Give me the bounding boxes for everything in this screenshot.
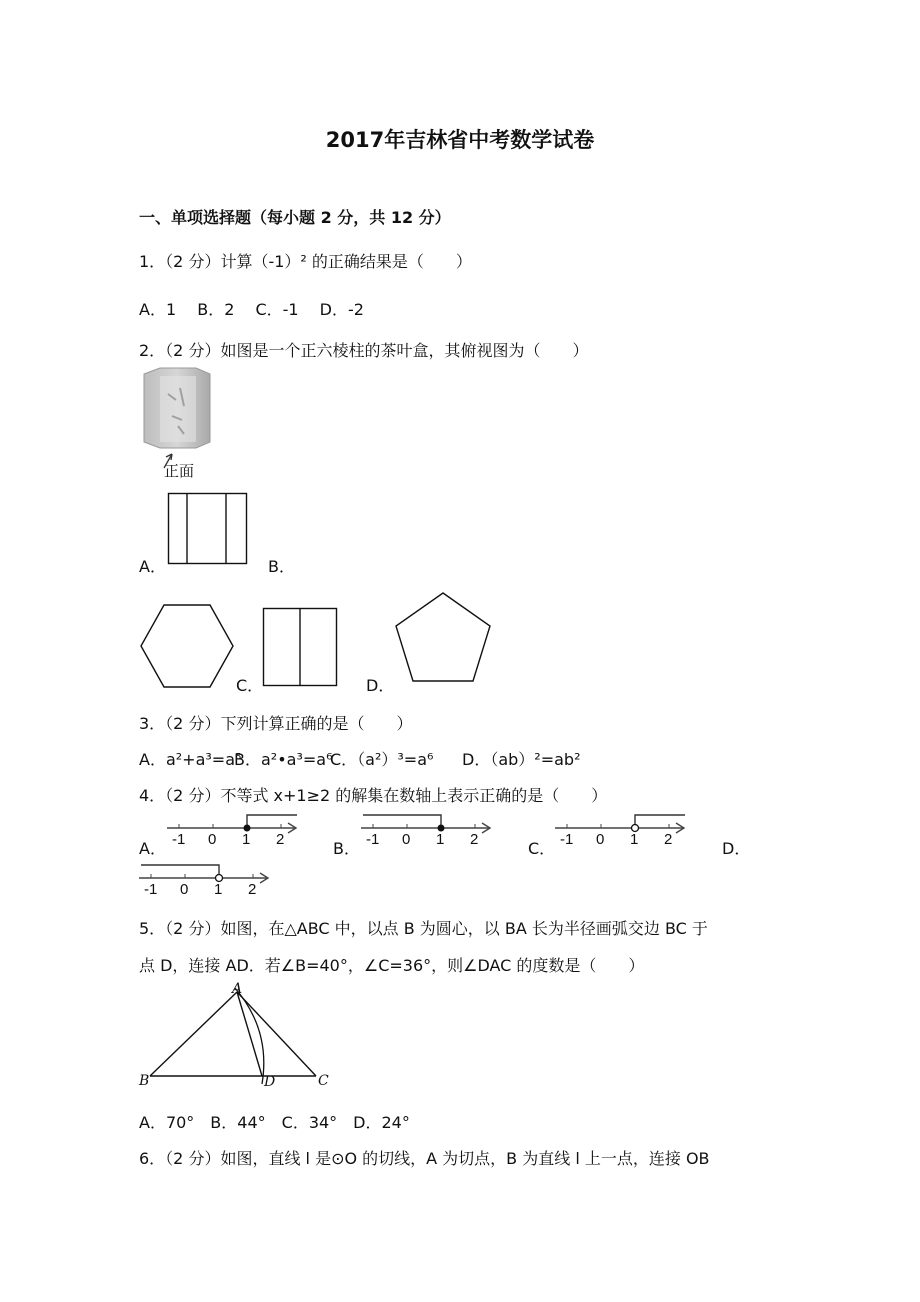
question-1-stem: 1．（2 分）计算（-1）² 的正确结果是（ ） [139,252,472,271]
q4-label-a: A． [139,839,166,858]
tick-label: -1 [172,831,186,848]
q3-option-d: D．（ab）²=ab² [462,750,581,769]
tick-label: 1 [436,831,445,848]
q4-label-b: B． [333,839,360,858]
tick-label: 1 [242,831,251,848]
q3-option-a: A．a²+a³=a⁵ [139,750,242,769]
question-6-stem: 6．（2 分）如图，直线 l 是⊙O 的切线，A 为切点，B 为直线 l 上一点，连接 OB [139,1149,710,1168]
question-5-options: A．70° B．44° C．34° D．24° [139,1113,410,1132]
triangle-abc-figure [139,980,339,1095]
option-d-pentagon [395,592,493,684]
tick-label: 0 [208,831,217,848]
tick-label: 0 [596,831,605,848]
page-title: 2017年吉林省中考数学试卷 [325,128,595,152]
tick-label: -1 [144,881,158,898]
q2-label-c: C． [236,676,264,695]
tick-label: 2 [276,831,285,848]
q2-label-a: A． [139,557,166,576]
tick-label: -1 [366,831,380,848]
q4-label-c: C． [528,839,556,858]
question-5-stem-line1: 5．（2 分）如图，在△ABC 中，以点 B 为圆心，以 BA 长为半径画弧交边 BC 于 [139,919,708,938]
tick-label: 2 [664,831,673,848]
option-a-figure [168,493,248,565]
q2-label-b: B． [268,557,295,576]
tick-label: 1 [214,881,223,898]
tick-label: 0 [180,881,189,898]
tick-label: 2 [470,831,479,848]
tick-label: 2 [248,881,257,898]
question-4-stem: 4．（2 分）不等式 x+1≥2 的解集在数轴上表示正确的是（ ） [139,786,608,805]
point-label-d: D [264,1074,276,1090]
q4-label-d: D． [722,839,751,858]
question-2-stem: 2．（2 分）如图是一个正六棱柱的茶叶盒，其俯视图为（ ） [139,341,589,360]
question-3-stem: 3．（2 分）下列计算正确的是（ ） [139,714,413,733]
point-label-a: A [232,981,243,997]
photo-label: 正面 [164,462,195,480]
point-label-c: C [318,1073,329,1089]
tick-label: 1 [630,831,639,848]
q3-option-b: B．a²•a³=a⁶ [234,750,333,769]
option-b-hexagon [140,604,236,688]
q3-option-c: C．（a²）³=a⁶ [330,750,434,769]
section-heading: 一、单项选择题（每小题 2 分，共 12 分） [139,208,451,227]
question-1-options: A．1 B．2 C．-1 D．-2 [139,300,364,319]
question-5-stem-line2: 点 D，连接 AD．若∠B=40°，∠C=36°，则∠DAC 的度数是（ ） [139,956,645,975]
q2-label-d: D． [366,676,395,695]
tick-label: -1 [560,831,574,848]
tick-label: 0 [402,831,411,848]
point-label-b: B [139,1073,150,1089]
option-c-figure [263,608,339,688]
